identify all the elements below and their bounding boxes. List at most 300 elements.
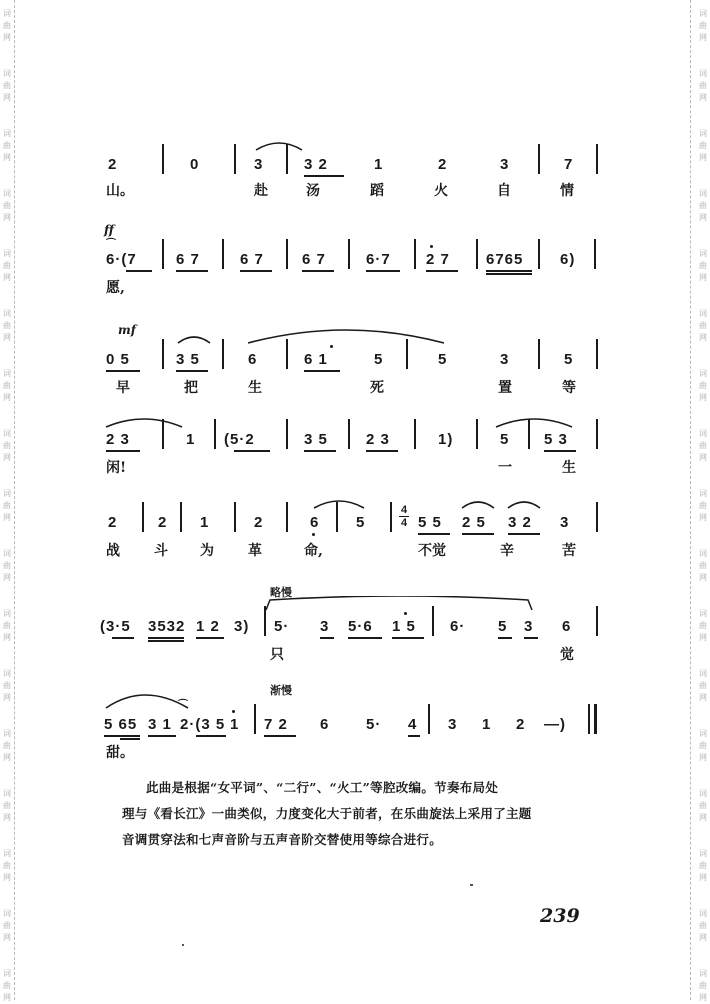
- watermark-char: 网: [3, 813, 11, 822]
- barline: [390, 502, 392, 532]
- octave-dot: [330, 345, 333, 348]
- watermark-char: 网: [699, 753, 707, 762]
- watermark-char: 曲: [3, 621, 11, 630]
- note: 6·(7: [106, 251, 137, 268]
- final-barline: [594, 704, 597, 734]
- note: 3 2: [304, 156, 328, 173]
- barline: [162, 339, 164, 369]
- barline: [286, 144, 288, 174]
- watermark-text: [1, 428, 13, 464]
- lyric: 辛: [500, 543, 514, 559]
- lyric: 生: [248, 380, 262, 396]
- note: 2: [108, 514, 118, 531]
- watermark-char: 网: [699, 693, 707, 702]
- note: 2 7: [426, 251, 450, 268]
- underline-beam: [392, 637, 424, 639]
- watermark-char: 词: [699, 849, 707, 858]
- note: 1): [438, 431, 454, 448]
- watermark-char: 网: [699, 333, 707, 342]
- note: 6 1: [304, 351, 328, 368]
- barline: [538, 339, 540, 369]
- watermark-char: 词: [3, 69, 11, 78]
- lyric: 为: [200, 543, 214, 559]
- watermark-char: 词: [699, 369, 707, 378]
- watermark-char: 网: [3, 273, 11, 282]
- note: 2: [158, 514, 168, 531]
- lyric: 只: [270, 647, 284, 663]
- note: 6: [310, 514, 320, 531]
- watermark-char: 网: [3, 393, 11, 402]
- watermark-char: 词: [3, 489, 11, 498]
- barline: [594, 239, 596, 269]
- underline-beam: [320, 637, 334, 639]
- watermark-char: 词: [699, 909, 707, 918]
- lyric: 自: [497, 183, 511, 199]
- watermark-char: 曲: [699, 201, 707, 210]
- note: 5: [500, 431, 510, 448]
- note: 1: [230, 716, 240, 733]
- watermark-char: 曲: [699, 921, 707, 930]
- watermark-char: 曲: [699, 321, 707, 330]
- watermark-char: 词: [699, 9, 707, 18]
- note: 4: [408, 716, 418, 733]
- lyric: 等: [562, 380, 576, 396]
- watermark-char: 曲: [699, 801, 707, 810]
- note: (5·2: [224, 431, 255, 448]
- watermark-char: 词: [3, 609, 11, 618]
- watermark-char: 网: [3, 93, 11, 102]
- underline-beam: [408, 735, 420, 737]
- lyric: 山。: [106, 183, 134, 199]
- watermark-text: [1, 128, 13, 164]
- barline: [162, 419, 164, 449]
- watermark-char: 词: [3, 129, 11, 138]
- watermark-char: 曲: [3, 501, 11, 510]
- barline: [162, 239, 164, 269]
- note: 3: [500, 156, 510, 173]
- watermark-text: [697, 68, 709, 104]
- watermark-char: 网: [3, 213, 11, 222]
- watermark-char: 词: [699, 189, 707, 198]
- watermark-char: 曲: [699, 21, 707, 30]
- watermark-text: [1, 788, 13, 824]
- watermark-char: 曲: [699, 621, 707, 630]
- time-signature: [399, 504, 409, 529]
- note: 3 2: [508, 514, 532, 531]
- underline-beam: [196, 637, 224, 639]
- watermark-char: 网: [3, 993, 11, 1002]
- note: 2 3: [366, 431, 390, 448]
- barline: [162, 144, 164, 174]
- note: 1: [186, 431, 196, 448]
- barline: [286, 339, 288, 369]
- note: 6 7: [302, 251, 326, 268]
- watermark-char: 词: [699, 129, 707, 138]
- watermark-char: 词: [699, 309, 707, 318]
- barline: [348, 239, 350, 269]
- watermark-text: [1, 728, 13, 764]
- tempo-marking: 渐慢: [270, 684, 292, 697]
- watermark-char: 曲: [3, 441, 11, 450]
- watermark-char: 曲: [3, 81, 11, 90]
- note: 7: [564, 156, 574, 173]
- watermark-char: 网: [699, 633, 707, 642]
- underline-beam: [426, 270, 458, 272]
- barline: [538, 239, 540, 269]
- note: 2: [108, 156, 118, 173]
- watermark-char: 曲: [699, 561, 707, 570]
- watermark-char: 网: [699, 153, 707, 162]
- note: 1: [200, 514, 210, 531]
- barline: [428, 704, 430, 734]
- note: 5 5: [418, 514, 442, 531]
- note: 5·: [274, 618, 290, 635]
- note: 1: [374, 156, 384, 173]
- barline: [286, 502, 288, 532]
- watermark-text: [697, 128, 709, 164]
- watermark-char: 网: [3, 453, 11, 462]
- watermark-text: [697, 788, 709, 824]
- watermark-char: 网: [3, 513, 11, 522]
- dynamic-marking: mf: [118, 323, 136, 337]
- underline-beam: [120, 738, 140, 740]
- underline-beam: [106, 450, 140, 452]
- note: 5: [498, 618, 508, 635]
- note: 3): [234, 618, 250, 635]
- note: 2 5: [462, 514, 486, 531]
- watermark-text: [1, 488, 13, 524]
- note: 3: [254, 156, 264, 173]
- watermark-char: 网: [3, 333, 11, 342]
- watermark-char: 曲: [699, 81, 707, 90]
- watermark-char: 网: [699, 273, 707, 282]
- watermark-char: 词: [699, 609, 707, 618]
- note: 5 65: [104, 716, 138, 733]
- watermark-char: 词: [699, 729, 707, 738]
- watermark-text: [697, 968, 709, 1004]
- watermark-char: 词: [3, 909, 11, 918]
- barline: [348, 419, 350, 449]
- slur-mark: [246, 325, 446, 345]
- watermark-text: [697, 8, 709, 44]
- watermark-text: [1, 248, 13, 284]
- note-line: 理与《看长江》一曲类似，力度变化大于前者，在乐曲旋法上采用了主题: [122, 806, 532, 821]
- note: 3: [524, 618, 534, 635]
- barline: [596, 502, 598, 532]
- lyric: 把: [184, 380, 198, 396]
- barline: [596, 339, 598, 369]
- watermark-char: 网: [699, 33, 707, 42]
- watermark-char: 曲: [699, 981, 707, 990]
- underline-beam: [196, 735, 226, 737]
- watermark-char: 曲: [699, 741, 707, 750]
- watermark-char: 网: [699, 93, 707, 102]
- barline: [596, 419, 598, 449]
- page-number: 239: [540, 905, 580, 927]
- watermark-text: [697, 848, 709, 884]
- barline: [180, 502, 182, 532]
- watermark-char: 网: [3, 153, 11, 162]
- watermark-char: 词: [3, 729, 11, 738]
- watermark-char: 词: [699, 249, 707, 258]
- barline: [596, 144, 598, 174]
- watermark-char: 网: [3, 933, 11, 942]
- note: 2: [516, 716, 526, 733]
- underline-beam: [126, 270, 152, 272]
- watermark-char: 曲: [3, 681, 11, 690]
- note: 6765: [486, 251, 524, 268]
- note: 5: [438, 351, 448, 368]
- watermark-text: [1, 668, 13, 704]
- watermark-text: [697, 428, 709, 464]
- note: 0: [190, 156, 200, 173]
- barline: [222, 239, 224, 269]
- barline: [596, 606, 598, 636]
- watermark-char: 网: [699, 393, 707, 402]
- watermark-char: 网: [3, 33, 11, 42]
- note: 2 3: [106, 431, 130, 448]
- barline: [254, 704, 256, 734]
- underline-beam: [508, 533, 540, 535]
- underline-beam: [148, 637, 184, 639]
- watermark-char: 词: [3, 249, 11, 258]
- watermark-char: 曲: [699, 381, 707, 390]
- watermark-char: 曲: [3, 861, 11, 870]
- note: —): [544, 716, 566, 733]
- note: 1 5: [392, 618, 416, 635]
- watermark-text: [1, 548, 13, 584]
- underline-beam: [418, 533, 450, 535]
- note: 3532: [148, 618, 186, 635]
- watermark-text: [697, 728, 709, 764]
- watermark-char: 曲: [699, 501, 707, 510]
- lyric: 赴: [254, 183, 268, 199]
- octave-dot: [232, 710, 235, 713]
- note: 6·7: [366, 251, 391, 268]
- underline-beam: [304, 370, 340, 372]
- watermark-text: [697, 608, 709, 644]
- note: 5: [374, 351, 384, 368]
- watermark-char: 词: [699, 669, 707, 678]
- lyric: 早: [116, 380, 130, 396]
- watermark-char: 网: [699, 873, 707, 882]
- barline: [588, 704, 590, 734]
- underline-beam: [234, 450, 270, 452]
- note: 3: [320, 618, 330, 635]
- underline-beam: [302, 270, 334, 272]
- lyric: 一: [498, 460, 512, 476]
- watermark-char: 曲: [3, 741, 11, 750]
- underline-beam: [524, 637, 538, 639]
- note: 2·(3 5: [180, 716, 226, 733]
- lyric: 闲!: [106, 460, 127, 476]
- barline: [538, 144, 540, 174]
- lyric: 汤: [306, 183, 320, 199]
- lyric: 甜。: [106, 745, 134, 761]
- scan-speck: [182, 944, 184, 946]
- note: 5: [564, 351, 574, 368]
- note: 6: [320, 716, 330, 733]
- watermark-char: 曲: [3, 921, 11, 930]
- watermark-char: 词: [699, 789, 707, 798]
- watermark-char: 曲: [699, 141, 707, 150]
- barline: [414, 239, 416, 269]
- watermark-char: 词: [699, 549, 707, 558]
- barline: [414, 419, 416, 449]
- barline: [528, 419, 530, 449]
- underline-beam: [264, 735, 296, 737]
- watermark-text: [697, 488, 709, 524]
- underline-beam: [498, 637, 512, 639]
- watermark-char: 曲: [3, 981, 11, 990]
- underline-beam: [486, 273, 532, 275]
- watermark-char: 词: [3, 669, 11, 678]
- watermark-char: 词: [3, 9, 11, 18]
- underline-beam: [176, 270, 208, 272]
- watermark-char: 网: [699, 993, 707, 1002]
- barline: [476, 419, 478, 449]
- watermark-char: 网: [3, 693, 11, 702]
- watermark-char: 曲: [3, 21, 11, 30]
- watermark-text: [1, 908, 13, 944]
- note: 5 3: [544, 431, 568, 448]
- composition-note: [122, 775, 592, 853]
- fermata-mark: ⌒: [178, 700, 188, 711]
- barline: [286, 419, 288, 449]
- watermark-char: 曲: [3, 261, 11, 270]
- lyric: 斗: [154, 543, 168, 559]
- tempo-marking: 略慢: [270, 586, 292, 599]
- watermark-char: 网: [699, 213, 707, 222]
- note: 6): [560, 251, 576, 268]
- watermark-text: [1, 188, 13, 224]
- barline: [476, 239, 478, 269]
- note: 6·: [450, 618, 466, 635]
- watermark-text: [697, 908, 709, 944]
- note: 5: [356, 514, 366, 531]
- watermark-text: [1, 368, 13, 404]
- lyric: 愿,: [106, 280, 125, 296]
- slur-mark: [176, 333, 212, 345]
- underline-beam: [240, 270, 272, 272]
- lyric: 死: [370, 380, 384, 396]
- octave-dot: [312, 533, 315, 536]
- barline: [142, 502, 144, 532]
- lyric: 火: [434, 183, 448, 199]
- barline: [406, 339, 408, 369]
- watermark-char: 网: [699, 933, 707, 942]
- watermark-text: [1, 68, 13, 104]
- watermark-text: [697, 368, 709, 404]
- watermark-char: 网: [699, 813, 707, 822]
- watermark-char: 网: [3, 573, 11, 582]
- slur-mark: [264, 596, 534, 612]
- watermark-char: 网: [699, 453, 707, 462]
- note: 6 7: [240, 251, 264, 268]
- lyric: 命,: [304, 543, 323, 559]
- right-margin-guide: [690, 0, 691, 1000]
- watermark-char: 曲: [3, 381, 11, 390]
- watermark-char: 曲: [699, 681, 707, 690]
- watermark-char: 曲: [699, 861, 707, 870]
- time-signature-bottom: 4: [400, 517, 408, 529]
- watermark-char: 曲: [699, 441, 707, 450]
- note: 6: [562, 618, 572, 635]
- watermark-char: 词: [699, 969, 707, 978]
- barline: [336, 502, 338, 532]
- note: 7 2: [264, 716, 288, 733]
- note: 3: [448, 716, 458, 733]
- watermark-char: 曲: [3, 561, 11, 570]
- watermark-char: 网: [699, 513, 707, 522]
- lyric: 战: [106, 543, 120, 559]
- watermark-char: 词: [699, 69, 707, 78]
- lyric: 苦: [562, 543, 576, 559]
- note: 5·: [366, 716, 382, 733]
- lyric: 觉: [560, 647, 574, 663]
- watermark-char: 词: [699, 489, 707, 498]
- note: 0 5: [106, 351, 130, 368]
- watermark-char: 网: [3, 873, 11, 882]
- fermata-mark: ⌒: [106, 239, 116, 250]
- watermark-text: [697, 308, 709, 344]
- note: 6: [248, 351, 258, 368]
- underline-beam: [544, 450, 576, 452]
- barline: [234, 144, 236, 174]
- underline-beam: [112, 637, 134, 639]
- left-margin-guide: [14, 0, 15, 1000]
- barline: [286, 239, 288, 269]
- watermark-text: [1, 308, 13, 344]
- barline: [264, 606, 266, 636]
- watermark-char: 曲: [3, 201, 11, 210]
- watermark-text: [697, 248, 709, 284]
- lyric: 革: [248, 543, 262, 559]
- underline-beam: [486, 270, 532, 272]
- watermark-char: 曲: [3, 141, 11, 150]
- lyric: 蹈: [370, 183, 384, 199]
- note: (3·5: [100, 618, 131, 635]
- note: 3 5: [304, 431, 328, 448]
- watermark-text: [697, 548, 709, 584]
- dynamic-marking: ff: [104, 223, 114, 237]
- underline-beam: [462, 533, 494, 535]
- watermark-text: [697, 668, 709, 704]
- note: 2: [254, 514, 264, 531]
- underline-beam: [366, 270, 400, 272]
- barline: [222, 339, 224, 369]
- watermark-char: 曲: [699, 261, 707, 270]
- watermark-char: 词: [3, 309, 11, 318]
- lyric: 置: [498, 380, 512, 396]
- note: 5·6: [348, 618, 373, 635]
- watermark-char: 网: [3, 633, 11, 642]
- watermark-char: 词: [3, 969, 11, 978]
- lyric: 不觉: [418, 543, 446, 559]
- underline-beam: [304, 450, 336, 452]
- octave-dot: [404, 612, 407, 615]
- underline-beam: [176, 370, 208, 372]
- barline: [214, 419, 216, 449]
- underline-beam: [348, 637, 382, 639]
- lyric: 情: [560, 183, 574, 199]
- watermark-text: [1, 608, 13, 644]
- note: 1 2: [196, 618, 220, 635]
- watermark-char: 网: [3, 753, 11, 762]
- watermark-char: 词: [3, 189, 11, 198]
- note: 3: [560, 514, 570, 531]
- underline-beam: [366, 450, 398, 452]
